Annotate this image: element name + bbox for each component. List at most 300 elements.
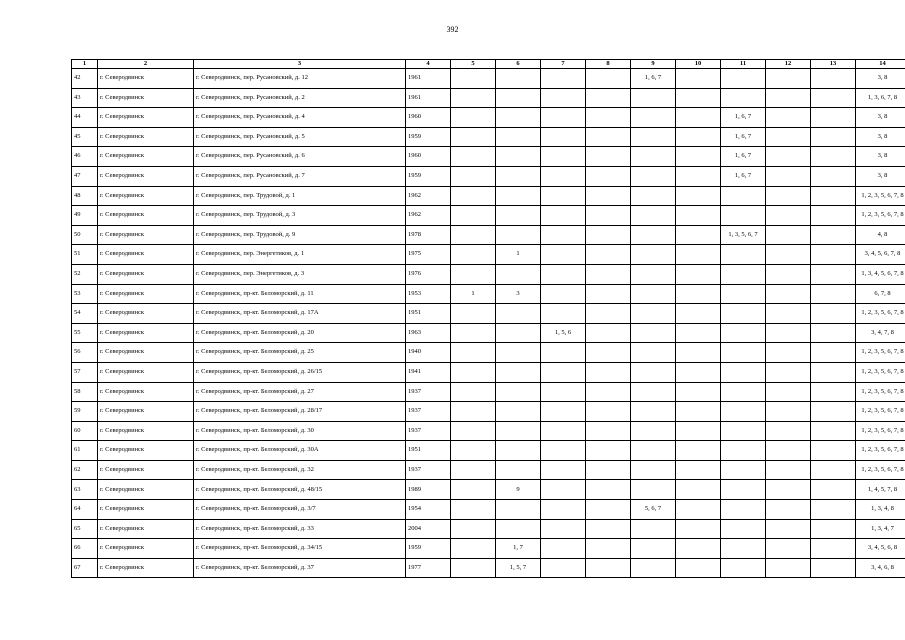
year-cell: 1937 bbox=[406, 382, 451, 402]
city-cell: г. Северодвинск bbox=[98, 206, 194, 226]
table-cell bbox=[451, 500, 496, 520]
table-cell bbox=[766, 480, 811, 500]
codes-cell: 3, 8 bbox=[856, 108, 905, 128]
table-cell bbox=[631, 343, 676, 363]
table-cell bbox=[451, 225, 496, 245]
row-number-cell: 61 bbox=[72, 441, 98, 461]
table-cell: 3 bbox=[496, 284, 541, 304]
table-cell bbox=[586, 206, 631, 226]
table-cell bbox=[541, 264, 586, 284]
row-number-cell: 53 bbox=[72, 284, 98, 304]
table-cell bbox=[766, 421, 811, 441]
table-cell bbox=[811, 108, 856, 128]
column-header-2: 2 bbox=[98, 60, 194, 69]
table-cell bbox=[451, 186, 496, 206]
table-cell bbox=[541, 225, 586, 245]
table-cell bbox=[676, 108, 721, 128]
codes-cell: 1, 4, 5, 7, 8 bbox=[856, 480, 905, 500]
table-cell bbox=[766, 362, 811, 382]
table-cell bbox=[721, 500, 766, 520]
year-cell: 1951 bbox=[406, 441, 451, 461]
table-cell bbox=[451, 421, 496, 441]
row-number-cell: 46 bbox=[72, 147, 98, 167]
table-cell bbox=[496, 460, 541, 480]
table-cell bbox=[766, 460, 811, 480]
address-cell: г. Северодвинск, пер. Энергетиков, д. 1 bbox=[194, 245, 406, 265]
row-number-cell: 43 bbox=[72, 88, 98, 108]
table-cell bbox=[586, 88, 631, 108]
table-cell bbox=[586, 245, 631, 265]
address-cell: г. Северодвинск, пр-кт. Беломорский, д. 32 bbox=[194, 460, 406, 480]
table-cell bbox=[811, 245, 856, 265]
table-cell bbox=[451, 88, 496, 108]
address-cell: г. Северодвинск, пр-кт. Беломорский, д. 26/15 bbox=[194, 362, 406, 382]
table-cell bbox=[496, 166, 541, 186]
table-cell bbox=[811, 421, 856, 441]
table-row bbox=[72, 245, 905, 265]
row-number-cell: 62 bbox=[72, 460, 98, 480]
year-cell: 1976 bbox=[406, 264, 451, 284]
table-cell bbox=[676, 480, 721, 500]
table-row bbox=[72, 421, 905, 441]
table-cell bbox=[631, 206, 676, 226]
table-cell bbox=[676, 88, 721, 108]
table-cell bbox=[676, 304, 721, 324]
column-header-6: 6 bbox=[496, 60, 541, 69]
table-cell bbox=[721, 480, 766, 500]
address-cell: г. Северодвинск, пер. Русановский, д. 5 bbox=[194, 127, 406, 147]
codes-cell: 3, 4, 7, 8 bbox=[856, 323, 905, 343]
table-row bbox=[72, 480, 905, 500]
row-number-cell: 55 bbox=[72, 323, 98, 343]
year-cell: 1961 bbox=[406, 88, 451, 108]
table-row bbox=[72, 382, 905, 402]
table-cell bbox=[766, 500, 811, 520]
address-cell: г. Северодвинск, пр-кт. Беломорский, д. 20 bbox=[194, 323, 406, 343]
year-cell: 1975 bbox=[406, 245, 451, 265]
table-cell bbox=[451, 480, 496, 500]
table-row bbox=[72, 225, 905, 245]
city-cell: г. Северодвинск bbox=[98, 304, 194, 324]
table-row bbox=[72, 539, 905, 559]
row-number-cell: 54 bbox=[72, 304, 98, 324]
year-cell: 1951 bbox=[406, 304, 451, 324]
table-cell bbox=[676, 460, 721, 480]
table-row bbox=[72, 304, 905, 324]
table-cell bbox=[766, 206, 811, 226]
year-cell: 1962 bbox=[406, 186, 451, 206]
table-cell bbox=[811, 127, 856, 147]
table-cell bbox=[676, 127, 721, 147]
city-cell: г. Северодвинск bbox=[98, 362, 194, 382]
column-header-8: 8 bbox=[586, 60, 631, 69]
table-cell bbox=[766, 166, 811, 186]
table-cell bbox=[631, 539, 676, 559]
table-cell bbox=[811, 206, 856, 226]
table-cell bbox=[496, 382, 541, 402]
table-cell bbox=[541, 402, 586, 422]
table-cell bbox=[451, 264, 496, 284]
table-cell bbox=[766, 225, 811, 245]
table-cell bbox=[811, 225, 856, 245]
table-cell bbox=[451, 558, 496, 578]
table-cell bbox=[721, 343, 766, 363]
table-cell bbox=[811, 147, 856, 167]
table-cell bbox=[541, 558, 586, 578]
table-row bbox=[72, 186, 905, 206]
table-cell bbox=[811, 382, 856, 402]
table-cell bbox=[721, 245, 766, 265]
address-cell: г. Северодвинск, пер. Русановский, д. 12 bbox=[194, 69, 406, 89]
table-cell bbox=[496, 88, 541, 108]
table-cell: 1, 6, 7 bbox=[721, 147, 766, 167]
table-cell bbox=[541, 127, 586, 147]
table-cell bbox=[451, 343, 496, 363]
codes-cell: 1, 2, 3, 5, 6, 7, 8 bbox=[856, 382, 905, 402]
table-cell bbox=[811, 500, 856, 520]
codes-cell: 1, 2, 3, 5, 6, 7, 8 bbox=[856, 441, 905, 461]
table-cell bbox=[676, 245, 721, 265]
table-cell bbox=[541, 343, 586, 363]
table-cell bbox=[766, 245, 811, 265]
table-cell bbox=[451, 127, 496, 147]
table-cell bbox=[586, 225, 631, 245]
address-cell: г. Северодвинск, пр-кт. Беломорский, д. 33 bbox=[194, 519, 406, 539]
table-cell bbox=[586, 480, 631, 500]
table-cell bbox=[451, 441, 496, 461]
city-cell: г. Северодвинск bbox=[98, 245, 194, 265]
table-cell bbox=[451, 519, 496, 539]
table-cell bbox=[676, 206, 721, 226]
table-cell bbox=[586, 323, 631, 343]
table-cell bbox=[496, 225, 541, 245]
table-cell bbox=[766, 88, 811, 108]
table-cell bbox=[451, 206, 496, 226]
table-cell bbox=[676, 343, 721, 363]
table-cell bbox=[631, 460, 676, 480]
row-number-cell: 44 bbox=[72, 108, 98, 128]
table-cell bbox=[496, 186, 541, 206]
table-cell bbox=[496, 441, 541, 461]
table-cell bbox=[676, 362, 721, 382]
row-number-cell: 60 bbox=[72, 421, 98, 441]
table-cell: 1, 5, 6 bbox=[541, 323, 586, 343]
table-cell bbox=[721, 382, 766, 402]
column-header-14: 14 bbox=[856, 60, 905, 69]
table-cell bbox=[451, 147, 496, 167]
row-number-cell: 59 bbox=[72, 402, 98, 422]
table-cell bbox=[586, 558, 631, 578]
codes-cell: 1, 2, 3, 5, 6, 7, 8 bbox=[856, 362, 905, 382]
table-cell bbox=[586, 186, 631, 206]
table-cell bbox=[496, 421, 541, 441]
table-cell bbox=[811, 480, 856, 500]
year-cell: 1960 bbox=[406, 108, 451, 128]
table-row bbox=[72, 264, 905, 284]
table-row bbox=[72, 284, 905, 304]
table-cell bbox=[541, 382, 586, 402]
table-row bbox=[72, 206, 905, 226]
table-cell bbox=[721, 88, 766, 108]
table-cell bbox=[676, 519, 721, 539]
table-row bbox=[72, 69, 905, 89]
table-cell bbox=[676, 225, 721, 245]
table-cell bbox=[451, 382, 496, 402]
table-row bbox=[72, 441, 905, 461]
table-cell bbox=[766, 402, 811, 422]
year-cell: 1961 bbox=[406, 69, 451, 89]
row-number-cell: 57 bbox=[72, 362, 98, 382]
row-number-cell: 50 bbox=[72, 225, 98, 245]
table-cell bbox=[766, 519, 811, 539]
year-cell: 1937 bbox=[406, 460, 451, 480]
table-cell bbox=[721, 206, 766, 226]
table-cell bbox=[586, 539, 631, 559]
table-cell bbox=[811, 343, 856, 363]
address-cell: г. Северодвинск, пер. Трудовой, д. 9 bbox=[194, 225, 406, 245]
address-cell: г. Северодвинск, пр-кт. Беломорский, д. 27 bbox=[194, 382, 406, 402]
codes-cell: 3, 8 bbox=[856, 166, 905, 186]
table-cell bbox=[496, 69, 541, 89]
table-cell bbox=[586, 421, 631, 441]
table-cell bbox=[721, 421, 766, 441]
table-cell bbox=[541, 166, 586, 186]
table-cell bbox=[811, 264, 856, 284]
table-cell bbox=[676, 558, 721, 578]
table-cell bbox=[541, 108, 586, 128]
city-cell: г. Северодвинск bbox=[98, 166, 194, 186]
table-cell bbox=[766, 382, 811, 402]
column-header-7: 7 bbox=[541, 60, 586, 69]
table-cell bbox=[811, 284, 856, 304]
table-cell bbox=[766, 284, 811, 304]
table-cell bbox=[766, 304, 811, 324]
table-cell bbox=[451, 304, 496, 324]
table-cell bbox=[451, 108, 496, 128]
table-cell bbox=[451, 69, 496, 89]
table-cell bbox=[721, 402, 766, 422]
year-cell: 1960 bbox=[406, 147, 451, 167]
table-cell bbox=[721, 441, 766, 461]
column-header-5: 5 bbox=[451, 60, 496, 69]
table-row bbox=[72, 127, 905, 147]
table-cell bbox=[451, 166, 496, 186]
table-cell bbox=[676, 500, 721, 520]
table-cell bbox=[586, 460, 631, 480]
table-cell bbox=[676, 166, 721, 186]
table-cell bbox=[631, 441, 676, 461]
table-cell bbox=[721, 69, 766, 89]
column-header-1: 1 bbox=[72, 60, 98, 69]
table-cell bbox=[721, 460, 766, 480]
codes-cell: 1, 2, 3, 5, 6, 7, 8 bbox=[856, 343, 905, 363]
table-cell bbox=[811, 323, 856, 343]
year-cell: 1989 bbox=[406, 480, 451, 500]
row-number-cell: 65 bbox=[72, 519, 98, 539]
table-row bbox=[72, 519, 905, 539]
table-cell bbox=[541, 88, 586, 108]
table-cell: 1, 5, 7 bbox=[496, 558, 541, 578]
address-cell: г. Северодвинск, пер. Трудовой, д. 1 bbox=[194, 186, 406, 206]
table-cell bbox=[766, 441, 811, 461]
table-cell: 9 bbox=[496, 480, 541, 500]
year-cell: 1959 bbox=[406, 127, 451, 147]
table-cell bbox=[811, 519, 856, 539]
column-header-4: 4 bbox=[406, 60, 451, 69]
table-cell bbox=[586, 343, 631, 363]
table-cell bbox=[721, 558, 766, 578]
table-cell bbox=[631, 186, 676, 206]
table-cell bbox=[676, 264, 721, 284]
table-cell bbox=[451, 323, 496, 343]
table-cell bbox=[631, 127, 676, 147]
address-cell: г. Северодвинск, пр-кт. Беломорский, д. 37 bbox=[194, 558, 406, 578]
table-row bbox=[72, 500, 905, 520]
city-cell: г. Северодвинск bbox=[98, 264, 194, 284]
address-cell: г. Северодвинск, пр-кт. Беломорский, д. 30А bbox=[194, 441, 406, 461]
table-cell bbox=[631, 323, 676, 343]
codes-cell: 4, 8 bbox=[856, 225, 905, 245]
table-cell bbox=[676, 147, 721, 167]
table-cell bbox=[631, 147, 676, 167]
codes-cell: 1, 2, 3, 5, 6, 7, 8 bbox=[856, 186, 905, 206]
column-header-9: 9 bbox=[631, 60, 676, 69]
table-cell bbox=[496, 127, 541, 147]
table-row bbox=[72, 166, 905, 186]
table-cell bbox=[676, 441, 721, 461]
table-cell bbox=[451, 362, 496, 382]
year-cell: 1959 bbox=[406, 166, 451, 186]
table-cell bbox=[766, 264, 811, 284]
table-cell: 1, 6, 7 bbox=[721, 166, 766, 186]
codes-cell: 1, 2, 3, 5, 6, 7, 8 bbox=[856, 304, 905, 324]
codes-cell: 1, 2, 3, 5, 6, 7, 8 bbox=[856, 421, 905, 441]
row-number-cell: 56 bbox=[72, 343, 98, 363]
table-cell bbox=[631, 558, 676, 578]
table-cell bbox=[586, 519, 631, 539]
table-cell bbox=[451, 460, 496, 480]
city-cell: г. Северодвинск bbox=[98, 460, 194, 480]
table-cell bbox=[676, 186, 721, 206]
table-cell bbox=[586, 500, 631, 520]
city-cell: г. Северодвинск bbox=[98, 480, 194, 500]
table-cell bbox=[766, 186, 811, 206]
year-cell: 1978 bbox=[406, 225, 451, 245]
city-cell: г. Северодвинск bbox=[98, 88, 194, 108]
codes-cell: 1, 2, 3, 5, 6, 7, 8 bbox=[856, 460, 905, 480]
table-cell bbox=[631, 166, 676, 186]
table-cell bbox=[766, 108, 811, 128]
address-cell: г. Северодвинск, пр-кт. Беломорский, д. 28/17 bbox=[194, 402, 406, 422]
table-cell bbox=[541, 206, 586, 226]
city-cell: г. Северодвинск bbox=[98, 284, 194, 304]
table-cell bbox=[766, 558, 811, 578]
table-cell bbox=[766, 539, 811, 559]
city-cell: г. Северодвинск bbox=[98, 147, 194, 167]
table-cell bbox=[721, 304, 766, 324]
table-cell bbox=[766, 69, 811, 89]
table-body bbox=[72, 69, 905, 578]
row-number-cell: 47 bbox=[72, 166, 98, 186]
year-cell: 1941 bbox=[406, 362, 451, 382]
row-number-cell: 66 bbox=[72, 539, 98, 559]
codes-cell: 1, 3, 4, 8 bbox=[856, 500, 905, 520]
address-cell: г. Северодвинск, пр-кт. Беломорский, д. 25 bbox=[194, 343, 406, 363]
table-cell bbox=[766, 147, 811, 167]
table-cell bbox=[586, 362, 631, 382]
table-cell bbox=[586, 69, 631, 89]
table-row bbox=[72, 558, 905, 578]
codes-cell: 1, 2, 3, 5, 6, 7, 8 bbox=[856, 402, 905, 422]
year-cell: 1953 bbox=[406, 284, 451, 304]
table-cell bbox=[541, 421, 586, 441]
year-cell: 1977 bbox=[406, 558, 451, 578]
city-cell: г. Северодвинск bbox=[98, 127, 194, 147]
table-cell bbox=[586, 402, 631, 422]
table-cell bbox=[811, 362, 856, 382]
table-cell bbox=[496, 402, 541, 422]
city-cell: г. Северодвинск bbox=[98, 519, 194, 539]
table-cell bbox=[496, 147, 541, 167]
table-cell bbox=[541, 362, 586, 382]
table-cell bbox=[811, 441, 856, 461]
table-cell bbox=[631, 421, 676, 441]
table-cell bbox=[676, 69, 721, 89]
city-cell: г. Северодвинск bbox=[98, 343, 194, 363]
codes-cell: 3, 4, 5, 6, 7, 8 bbox=[856, 245, 905, 265]
table-cell bbox=[496, 108, 541, 128]
table-cell bbox=[541, 480, 586, 500]
table-cell bbox=[676, 382, 721, 402]
table-cell bbox=[811, 558, 856, 578]
table-cell bbox=[721, 323, 766, 343]
table-cell: 1, 6, 7 bbox=[721, 127, 766, 147]
address-cell: г. Северодвинск, пр-кт. Беломорский, д. 3/7 bbox=[194, 500, 406, 520]
codes-cell: 3, 8 bbox=[856, 69, 905, 89]
table-cell: 1, 6, 7 bbox=[721, 108, 766, 128]
address-cell: г. Северодвинск, пер. Энергетиков, д. 3 bbox=[194, 264, 406, 284]
codes-cell: 1, 3, 4, 7 bbox=[856, 519, 905, 539]
city-cell: г. Северодвинск bbox=[98, 186, 194, 206]
row-number-cell: 63 bbox=[72, 480, 98, 500]
city-cell: г. Северодвинск bbox=[98, 225, 194, 245]
table-cell bbox=[631, 304, 676, 324]
address-cell: г. Северодвинск, пер. Русановский, д. 6 bbox=[194, 147, 406, 167]
table-cell bbox=[721, 519, 766, 539]
table-cell bbox=[496, 362, 541, 382]
row-number-cell: 48 bbox=[72, 186, 98, 206]
table-cell bbox=[631, 519, 676, 539]
table-cell bbox=[811, 186, 856, 206]
table-cell bbox=[541, 245, 586, 265]
table-row bbox=[72, 460, 905, 480]
table-cell bbox=[676, 539, 721, 559]
table-cell bbox=[586, 284, 631, 304]
table-cell: 5, 6, 7 bbox=[631, 500, 676, 520]
codes-cell: 3, 4, 6, 8 bbox=[856, 558, 905, 578]
table-cell bbox=[631, 402, 676, 422]
table-cell bbox=[631, 225, 676, 245]
city-cell: г. Северодвинск bbox=[98, 558, 194, 578]
table-cell bbox=[451, 402, 496, 422]
table-cell bbox=[496, 304, 541, 324]
table-cell bbox=[811, 166, 856, 186]
row-number-cell: 52 bbox=[72, 264, 98, 284]
table-row bbox=[72, 108, 905, 128]
table-cell bbox=[631, 480, 676, 500]
table-cell bbox=[541, 500, 586, 520]
address-cell: г. Северодвинск, пер. Трудовой, д. 3 bbox=[194, 206, 406, 226]
